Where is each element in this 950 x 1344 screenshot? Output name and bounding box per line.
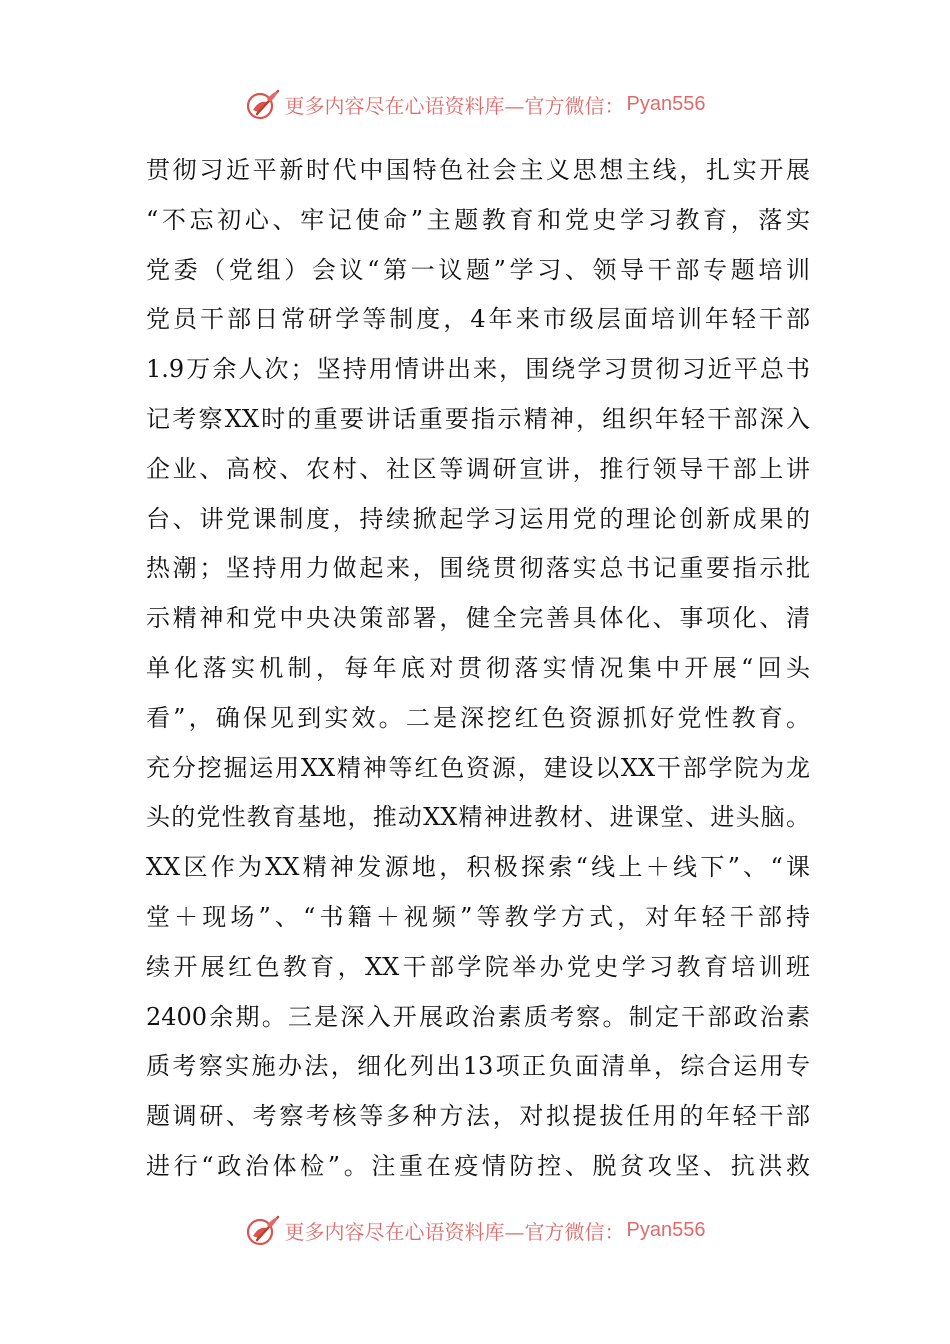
text-line: 进行“政治体检”。注重在疫情防控、脱贫攻坚、抗洪救 bbox=[146, 1151, 810, 1180]
watermark-text: 更多内容尽在心语资料库—官方微信： bbox=[284, 1219, 625, 1244]
watermark-text: 更多内容尽在心语资料库—官方微信： bbox=[284, 93, 625, 118]
header-watermark bbox=[0, 84, 950, 124]
text-line: XX区作为XX精神发源地，积极探索“线上＋线下”、“课 bbox=[146, 853, 810, 882]
footer-watermark bbox=[0, 1210, 950, 1250]
text-line: 充分挖掘运用XX精神等红色资源，建设以XX干部学院为龙 bbox=[146, 753, 810, 782]
text-line: 示精神和党中央决策部署，健全完善具体化、事项化、清 bbox=[146, 604, 810, 633]
text-line: 2400余期。三是深入开展政治素质考察。制定干部政治素 bbox=[146, 1002, 810, 1031]
quill-logo-icon bbox=[245, 1212, 281, 1248]
text-line: 单化落实机制，每年底对贯彻落实情况集中开展“回头 bbox=[146, 653, 810, 682]
text-line: 题调研、考察考核等多种方法，对拟提拔任用的年轻干部 bbox=[146, 1102, 810, 1131]
watermark-wechat-id: Pyan556 bbox=[626, 92, 706, 115]
text-line: 企业、高校、农村、社区等调研宣讲，推行领导干部上讲 bbox=[146, 454, 810, 483]
text-line: 头的党性教育基地，推动XX精神进教材、进课堂、进头脑。 bbox=[146, 803, 810, 832]
text-line: 党员干部日常研学等制度，4年来市级层面培训年轻干部 bbox=[146, 305, 810, 334]
text-line: 续开展红色教育，XX干部学院举办党史学习教育培训班 bbox=[146, 952, 810, 981]
text-line: 看”，确保见到实效。二是深挖红色资源抓好党性教育。 bbox=[146, 703, 810, 732]
text-line: 记考察XX时的重要讲话重要指示精神，组织年轻干部深入 bbox=[146, 404, 810, 433]
text-line: 堂＋现场”、“书籍＋视频”等教学方式，对年轻干部持 bbox=[146, 902, 810, 931]
text-line: 质考察实施办法，细化列出13项正负面清单，综合运用专 bbox=[146, 1052, 810, 1081]
text-line: 党委（党组）会议“第一议题”学习、领导干部专题培训 bbox=[146, 255, 810, 284]
quill-logo-icon bbox=[245, 86, 281, 122]
text-line: “不忘初心、牢记使命”主题教育和党史学习教育，落实 bbox=[146, 205, 810, 234]
text-line: 1.9万余人次；坚持用情讲出来，围绕学习贯彻习近平总书 bbox=[146, 355, 810, 384]
text-line: 贯彻习近平新时代中国特色社会主义思想主线，扎实开展 bbox=[146, 156, 810, 184]
text-line: 热潮；坚持用力做起来，围绕贯彻落实总书记重要指示批 bbox=[146, 554, 810, 583]
document-body bbox=[146, 146, 810, 1192]
watermark-wechat-id: Pyan556 bbox=[626, 1218, 706, 1241]
text-line: 台、讲党课制度，持续掀起学习运用党的理论创新成果的 bbox=[146, 504, 810, 533]
